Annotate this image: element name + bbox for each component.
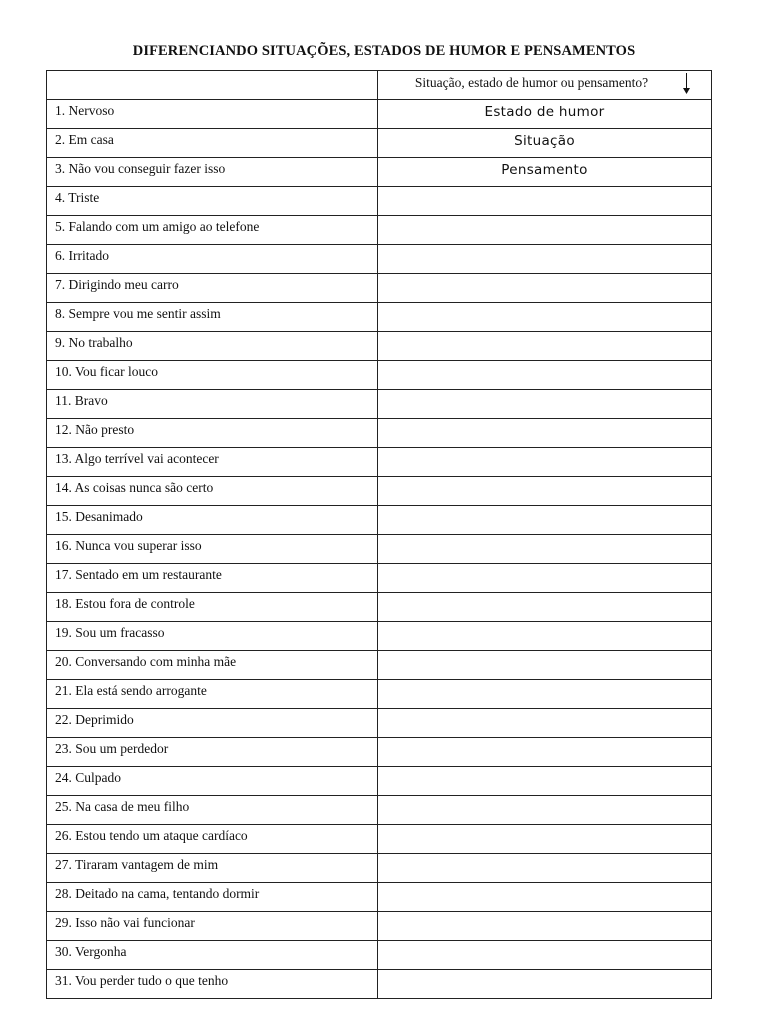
table-row [47,767,712,796]
answer-cell[interactable] [378,883,712,912]
answer-cell[interactable] [378,912,712,941]
answer-cell[interactable]: Estado de humor [378,100,712,129]
item-cell: 12. Não presto [47,419,378,448]
table-row [47,883,712,912]
item-cell: 30. Vergonha [47,941,378,970]
table-row [47,912,712,941]
item-cell: 4. Triste [47,187,378,216]
answer-cell[interactable] [378,448,712,477]
table-row [47,970,712,999]
item-cell: 13. Algo terrível vai acontecer [47,448,378,477]
answer-cell[interactable] [378,796,712,825]
item-cell: 9. No trabalho [47,332,378,361]
down-arrow-icon [682,73,691,95]
table-row [47,796,712,825]
table-row [47,390,712,419]
item-cell: 25. Na casa de meu filho [47,796,378,825]
item-cell: 16. Nunca vou superar isso [47,535,378,564]
item-cell: 28. Deitado na cama, tentando dormir [47,883,378,912]
answer-cell[interactable] [378,767,712,796]
worksheet-table-body [47,71,712,999]
answer-cell[interactable] [378,622,712,651]
table-header-row [47,71,712,100]
item-cell: 8. Sempre vou me sentir assim [47,303,378,332]
answer-cell[interactable] [378,593,712,622]
table-row [47,854,712,883]
table-row [47,825,712,854]
answer-cell[interactable]: Situação [378,129,712,158]
item-cell: 5. Falando com um amigo ao telefone [47,216,378,245]
answer-cell[interactable] [378,738,712,767]
table-row [47,187,712,216]
table-row [47,100,712,129]
item-cell: 7. Dirigindo meu carro [47,274,378,303]
answer-cell[interactable] [378,506,712,535]
item-cell: 15. Desanimado [47,506,378,535]
item-cell: 2. Em casa [47,129,378,158]
answer-cell[interactable] [378,274,712,303]
answer-cell[interactable] [378,477,712,506]
table-row [47,419,712,448]
table-row [47,158,712,187]
item-cell: 17. Sentado em um restaurante [47,564,378,593]
answer-cell[interactable] [378,303,712,332]
answer-cell[interactable] [378,187,712,216]
table-row [47,506,712,535]
item-cell: 20. Conversando com minha mãe [47,651,378,680]
item-cell: 3. Não vou conseguir fazer isso [47,158,378,187]
answer-cell[interactable] [378,361,712,390]
table-row [47,245,712,274]
table-row [47,680,712,709]
table-row [47,941,712,970]
table-row [47,129,712,158]
item-cell: 11. Bravo [47,390,378,419]
item-cell: 6. Irritado [47,245,378,274]
table-row [47,564,712,593]
table-row [47,477,712,506]
worksheet-table [46,70,712,999]
answer-cell[interactable] [378,970,712,999]
answer-cell[interactable] [378,651,712,680]
answer-cell[interactable] [378,854,712,883]
table-row [47,303,712,332]
table-row [47,216,712,245]
table-row [47,448,712,477]
answer-cell[interactable] [378,216,712,245]
answer-cell[interactable] [378,390,712,419]
header-item-cell [47,71,378,100]
item-cell: 23. Sou um perdedor [47,738,378,767]
answer-cell[interactable] [378,709,712,738]
table-row [47,622,712,651]
item-cell: 24. Culpado [47,767,378,796]
item-cell: 18. Estou fora de controle [47,593,378,622]
table-row [47,361,712,390]
page-title: DIFERENCIANDO SITUAÇÕES, ESTADOS DE HUMOR E PENSAMENTOS [132,43,636,59]
item-cell: 27. Tiraram vantagem de mim [47,854,378,883]
item-cell: 31. Vou perder tudo o que tenho [47,970,378,999]
item-cell: 26. Estou tendo um ataque cardíaco [47,825,378,854]
item-cell: 1. Nervoso [47,100,378,129]
item-cell: 29. Isso não vai funcionar [47,912,378,941]
table-row [47,593,712,622]
answer-cell[interactable] [378,332,712,361]
answer-cell[interactable] [378,941,712,970]
answer-cell[interactable] [378,825,712,854]
table-row [47,709,712,738]
answer-cell[interactable] [378,680,712,709]
table-row [47,651,712,680]
answer-cell[interactable] [378,245,712,274]
answer-cell[interactable] [378,535,712,564]
table-row [47,274,712,303]
header-answer-cell [378,71,712,100]
item-cell: 19. Sou um fracasso [47,622,378,651]
item-cell: 21. Ela está sendo arrogante [47,680,378,709]
answer-cell[interactable]: Pensamento [378,158,712,187]
answer-cell[interactable] [378,564,712,593]
header-question-label: Situação, estado de humor ou pensamento? [414,75,649,90]
table-row [47,332,712,361]
item-cell: 10. Vou ficar louco [47,361,378,390]
answer-cell[interactable] [378,419,712,448]
item-cell: 22. Deprimido [47,709,378,738]
table-row [47,535,712,564]
item-cell: 14. As coisas nunca são certo [47,477,378,506]
table-row [47,738,712,767]
